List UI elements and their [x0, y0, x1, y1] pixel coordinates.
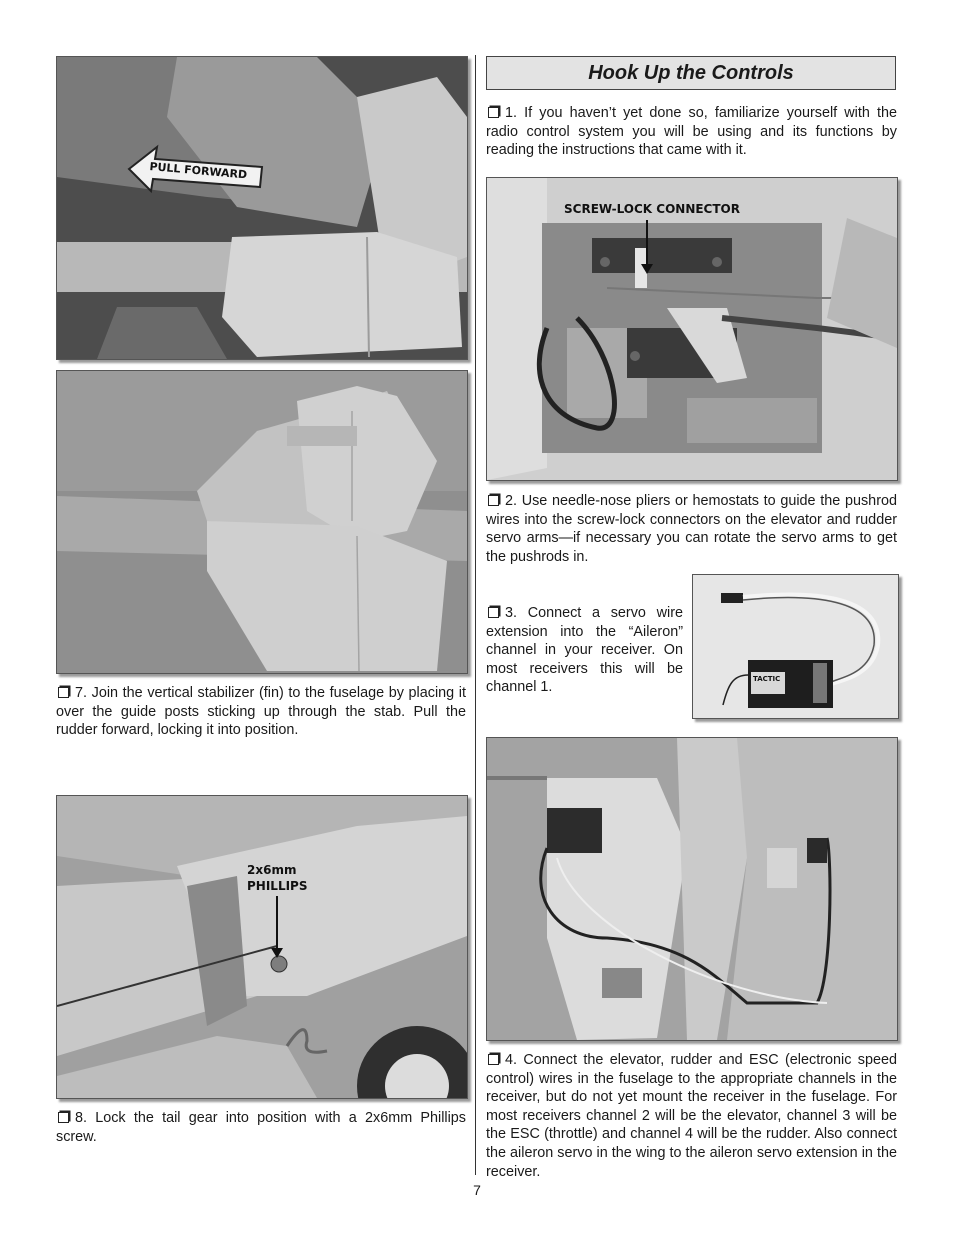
checkbox-icon[interactable]: [58, 1112, 69, 1123]
photo-fuselage-wiring: [486, 737, 898, 1041]
receiver-brand-label: TACTIC: [753, 675, 781, 683]
step-3: [486, 604, 683, 697]
photo-tail-assembled: [56, 370, 468, 674]
checkbox-icon[interactable]: [488, 607, 499, 618]
screw-size-label: 2x6mm: [247, 863, 297, 877]
photo-pull-rudder: [56, 56, 468, 360]
step-7: [56, 684, 466, 740]
photo-tail-gear-screw: [56, 795, 468, 1099]
step-3-text: 3. Connect a servo wire extension into the “Aileron” channel in your receiver. On most receivers this will be channel 1.: [486, 605, 683, 696]
pull-forward-label: PULL FORWARD: [148, 159, 248, 182]
screw-lock-label: SCREW-LOCK CONNECTOR: [564, 202, 740, 216]
photo-screw-lock-connector: [486, 177, 898, 481]
checkbox-icon[interactable]: [488, 1054, 499, 1065]
step-1: [486, 104, 897, 160]
step-2: [486, 492, 897, 566]
step-4: [486, 1051, 897, 1181]
step-7-text: 7. Join the vertical stabilizer (fin) to the fuselage by placing it over the guide posts sticking up through the stab. Pull the rudder forward, locking it into position.: [56, 685, 466, 739]
checkbox-icon[interactable]: [488, 107, 499, 118]
checkbox-icon[interactable]: [58, 687, 69, 698]
step-8: [56, 1109, 466, 1146]
photo-receiver-extension: [692, 574, 899, 719]
section-title: Hook Up the Controls: [588, 61, 794, 84]
page-number: 7: [473, 1182, 481, 1198]
checkbox-icon[interactable]: [488, 495, 499, 506]
step-2-text: 2. Use needle-nose pliers or hemostats to guide the pushrod wires into the screw-lock connectors on the elevator and rudder servo arms—if necessary you can rotate the servo arms to get the pushrods in.: [486, 493, 897, 565]
step-1-text: 1. If you haven’t yet done so, familiarize yourself with the radio control system you will be using and its functions by reading the instructions that came with it.: [486, 105, 897, 159]
screw-type-label: PHILLIPS: [247, 879, 308, 893]
section-header: [486, 56, 896, 90]
step-4-text: 4. Connect the elevator, rudder and ESC (electronic speed control) wires in the fuselage to the appropriate channels in the receiver, but do not yet mount the receiver in the fuselage. For most receivers channel 2 will be the elevator, channel 3 will be the ESC (throttle) and channel 4 will be the rudder. Also connect the aileron servo in the wing to the aileron servo extension in the receiver.: [486, 1052, 897, 1180]
step-8-text: 8. Lock the tail gear into position with a 2x6mm Phillips screw.: [56, 1110, 466, 1145]
column-divider: [475, 55, 476, 1175]
